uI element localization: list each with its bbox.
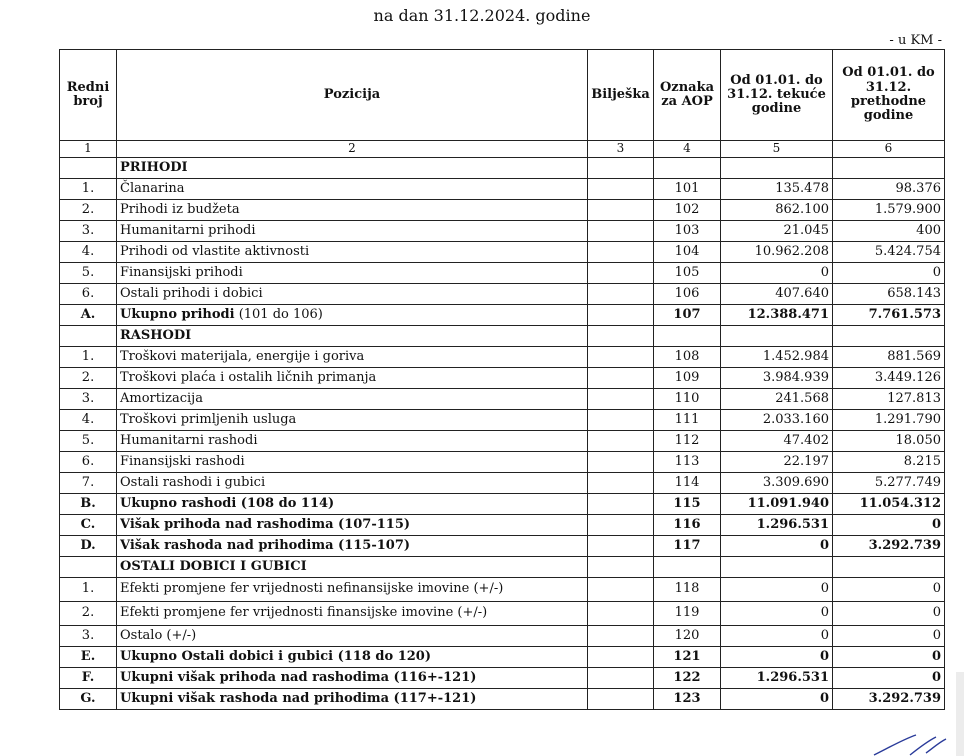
row-number: A.	[60, 305, 117, 326]
report-date-line: na dan 31.12.2024. godine	[373, 6, 591, 25]
note-cell	[588, 347, 654, 368]
total-row	[60, 494, 945, 515]
aop-code: 106	[654, 284, 721, 305]
row-number	[60, 158, 117, 179]
section-title: OSTALI DOBICI I GUBICI	[117, 557, 588, 578]
row-number: 6.	[60, 452, 117, 473]
current-year-value: 135.478	[721, 179, 833, 200]
income-statement-table	[59, 49, 945, 710]
row-number: 2.	[60, 200, 117, 221]
current-year-value: 0	[721, 578, 833, 602]
note-cell	[588, 557, 654, 578]
header-biljeska: Bilješka	[588, 50, 654, 141]
previous-year-value: 11.054.312	[833, 494, 945, 515]
position-label: Finansijski rashodi	[117, 452, 588, 473]
section-title: RASHODI	[117, 326, 588, 347]
note-cell	[588, 410, 654, 431]
note-cell	[588, 626, 654, 647]
aop-code: 111	[654, 410, 721, 431]
table-row	[60, 389, 945, 410]
row-number: 6.	[60, 284, 117, 305]
note-cell	[588, 179, 654, 200]
row-number: C.	[60, 515, 117, 536]
table-row	[60, 200, 945, 221]
row-number	[60, 326, 117, 347]
position-label: Ukupni višak prihoda nad rashodima (116+-121)	[117, 668, 588, 689]
aop-code	[654, 158, 721, 179]
total-row	[60, 647, 945, 668]
total-row	[60, 305, 945, 326]
current-year-value: 3.309.690	[721, 473, 833, 494]
table-row	[60, 431, 945, 452]
row-number: 2.	[60, 368, 117, 389]
position-label: Humanitarni rashodi	[117, 431, 588, 452]
row-number: 3.	[60, 626, 117, 647]
aop-code: 102	[654, 200, 721, 221]
row-number: 5.	[60, 263, 117, 284]
table-row	[60, 410, 945, 431]
aop-code: 121	[654, 647, 721, 668]
signature-stroke	[870, 733, 950, 756]
total-row	[60, 668, 945, 689]
header-tekuca-godina: Od 01.01. do 31.12. tekuće godine	[721, 50, 833, 141]
row-number: 7.	[60, 473, 117, 494]
aop-code	[654, 326, 721, 347]
row-number: 3.	[60, 389, 117, 410]
position-label: Troškovi materijala, energije i goriva	[117, 347, 588, 368]
previous-year-value: 0	[833, 515, 945, 536]
position-label: Amortizacija	[117, 389, 588, 410]
note-cell	[588, 221, 654, 242]
section-row-prihodi	[60, 158, 945, 179]
previous-year-value: 0	[833, 263, 945, 284]
previous-year-value: 98.376	[833, 179, 945, 200]
aop-code: 116	[654, 515, 721, 536]
total-label: Ukupno prihodi	[120, 306, 235, 322]
aop-code: 113	[654, 452, 721, 473]
column-number: 6	[833, 141, 945, 158]
note-cell	[588, 200, 654, 221]
previous-year-value: 7.761.573	[833, 305, 945, 326]
note-cell	[588, 668, 654, 689]
aop-code: 123	[654, 689, 721, 710]
table-row	[60, 602, 945, 626]
table-row	[60, 221, 945, 242]
current-year-value: 1.296.531	[721, 515, 833, 536]
aop-code	[654, 557, 721, 578]
table-row	[60, 578, 945, 602]
current-year-value: 3.984.939	[721, 368, 833, 389]
current-year-value: 2.033.160	[721, 410, 833, 431]
aop-code: 103	[654, 221, 721, 242]
column-number-row	[60, 141, 945, 158]
note-cell	[588, 578, 654, 602]
current-year-value: 241.568	[721, 389, 833, 410]
column-number: 3	[588, 141, 654, 158]
note-cell	[588, 368, 654, 389]
position-label	[117, 305, 588, 326]
aop-code: 114	[654, 473, 721, 494]
position-label: Ukupno rashodi (108 do 114)	[117, 494, 588, 515]
current-year-value: 0	[721, 602, 833, 626]
position-label: Ostalo (+/-)	[117, 626, 588, 647]
note-cell	[588, 284, 654, 305]
section-row-rashodi	[60, 326, 945, 347]
table-row	[60, 347, 945, 368]
position-label: Efekti promjene fer vrijednosti finansijske imovine (+/-)	[117, 602, 588, 626]
row-number: 1.	[60, 347, 117, 368]
note-cell	[588, 536, 654, 557]
previous-year-value: 1.291.790	[833, 410, 945, 431]
current-year-value: 0	[721, 689, 833, 710]
previous-year-value: 658.143	[833, 284, 945, 305]
position-label: Efekti promjene fer vrijednosti nefinansijske imovine (+/-)	[117, 578, 588, 602]
current-year-value: 0	[721, 536, 833, 557]
previous-year-value: 1.579.900	[833, 200, 945, 221]
cut-off-title-line	[354, 0, 684, 5]
header-redni-broj: Redni broj	[60, 50, 117, 141]
aop-code: 109	[654, 368, 721, 389]
note-cell	[588, 494, 654, 515]
total-row	[60, 689, 945, 710]
row-number: G.	[60, 689, 117, 710]
note-cell	[588, 602, 654, 626]
previous-year-value: 400	[833, 221, 945, 242]
previous-year-value: 18.050	[833, 431, 945, 452]
section-row-ostali-dobici	[60, 557, 945, 578]
table-header-row	[60, 50, 945, 141]
row-number: B.	[60, 494, 117, 515]
row-number: 4.	[60, 242, 117, 263]
table-row	[60, 179, 945, 200]
previous-year-value: 0	[833, 647, 945, 668]
page-edge-shadow	[956, 672, 964, 756]
table-row	[60, 473, 945, 494]
row-number: 1.	[60, 578, 117, 602]
current-year-value: 407.640	[721, 284, 833, 305]
row-number: E.	[60, 647, 117, 668]
aop-code: 122	[654, 668, 721, 689]
position-label: Ukupno Ostali dobici i gubici (118 do 120)	[117, 647, 588, 668]
note-cell	[588, 389, 654, 410]
table-row	[60, 242, 945, 263]
previous-year-value: 5.277.749	[833, 473, 945, 494]
total-row	[60, 536, 945, 557]
note-cell	[588, 263, 654, 284]
position-label: Prihodi od vlastite aktivnosti	[117, 242, 588, 263]
note-cell	[588, 305, 654, 326]
aop-code: 115	[654, 494, 721, 515]
previous-year-value: 3.292.739	[833, 689, 945, 710]
currency-note: - u KM -	[889, 33, 942, 48]
note-cell	[588, 515, 654, 536]
column-number: 2	[117, 141, 588, 158]
position-label: Ostali rashodi i gubici	[117, 473, 588, 494]
column-number: 5	[721, 141, 833, 158]
row-number	[60, 557, 117, 578]
note-cell	[588, 689, 654, 710]
row-number: 2.	[60, 602, 117, 626]
previous-year-value: 0	[833, 668, 945, 689]
current-year-value: 47.402	[721, 431, 833, 452]
position-label: Troškovi plaća i ostalih ličnih primanja	[117, 368, 588, 389]
current-year-value	[721, 158, 833, 179]
aop-code: 105	[654, 263, 721, 284]
column-number: 4	[654, 141, 721, 158]
previous-year-value: 0	[833, 578, 945, 602]
row-number: 5.	[60, 431, 117, 452]
previous-year-value: 8.215	[833, 452, 945, 473]
current-year-value: 862.100	[721, 200, 833, 221]
previous-year-value	[833, 557, 945, 578]
row-number: F.	[60, 668, 117, 689]
note-cell	[588, 158, 654, 179]
current-year-value: 21.045	[721, 221, 833, 242]
current-year-value: 0	[721, 626, 833, 647]
previous-year-value	[833, 326, 945, 347]
current-year-value	[721, 557, 833, 578]
total-label-note: (101 do 106)	[234, 306, 323, 322]
aop-code: 119	[654, 602, 721, 626]
header-prethodna-godina: Od 01.01. do 31.12. prethodne godine	[833, 50, 945, 141]
note-cell	[588, 647, 654, 668]
current-year-value: 22.197	[721, 452, 833, 473]
current-year-value: 1.452.984	[721, 347, 833, 368]
current-year-value: 1.296.531	[721, 668, 833, 689]
aop-code: 118	[654, 578, 721, 602]
previous-year-value	[833, 158, 945, 179]
current-year-value: 10.962.208	[721, 242, 833, 263]
note-cell	[588, 473, 654, 494]
current-year-value	[721, 326, 833, 347]
aop-code: 104	[654, 242, 721, 263]
previous-year-value: 5.424.754	[833, 242, 945, 263]
header-aop: Oznaka za AOP	[654, 50, 721, 141]
previous-year-value: 0	[833, 602, 945, 626]
aop-code: 107	[654, 305, 721, 326]
table-row	[60, 263, 945, 284]
position-label: Finansijski prihodi	[117, 263, 588, 284]
table-row	[60, 452, 945, 473]
note-cell	[588, 452, 654, 473]
row-number: 1.	[60, 179, 117, 200]
aop-code: 108	[654, 347, 721, 368]
previous-year-value: 3.292.739	[833, 536, 945, 557]
position-label: Višak rashoda nad prihodima (115-107)	[117, 536, 588, 557]
position-label: Članarina	[117, 179, 588, 200]
table-row	[60, 368, 945, 389]
position-label: Višak prihoda nad rashodima (107-115)	[117, 515, 588, 536]
aop-code: 112	[654, 431, 721, 452]
current-year-value: 0	[721, 263, 833, 284]
note-cell	[588, 326, 654, 347]
table-row	[60, 626, 945, 647]
previous-year-value: 0	[833, 626, 945, 647]
section-title: PRIHODI	[117, 158, 588, 179]
position-label: Troškovi primljenih usluga	[117, 410, 588, 431]
position-label: Prihodi iz budžeta	[117, 200, 588, 221]
column-number: 1	[60, 141, 117, 158]
row-number: 3.	[60, 221, 117, 242]
aop-code: 101	[654, 179, 721, 200]
aop-code: 117	[654, 536, 721, 557]
position-label: Ostali prihodi i dobici	[117, 284, 588, 305]
note-cell	[588, 242, 654, 263]
current-year-value: 0	[721, 647, 833, 668]
previous-year-value: 3.449.126	[833, 368, 945, 389]
previous-year-value: 127.813	[833, 389, 945, 410]
total-row	[60, 515, 945, 536]
position-label: Ukupni višak rashoda nad prihodima (117+-121)	[117, 689, 588, 710]
position-label: Humanitarni prihodi	[117, 221, 588, 242]
aop-code: 120	[654, 626, 721, 647]
current-year-value: 12.388.471	[721, 305, 833, 326]
table-row	[60, 284, 945, 305]
header-pozicija: Pozicija	[117, 50, 588, 141]
previous-year-value: 881.569	[833, 347, 945, 368]
aop-code: 110	[654, 389, 721, 410]
note-cell	[588, 431, 654, 452]
current-year-value: 11.091.940	[721, 494, 833, 515]
row-number: D.	[60, 536, 117, 557]
row-number: 4.	[60, 410, 117, 431]
